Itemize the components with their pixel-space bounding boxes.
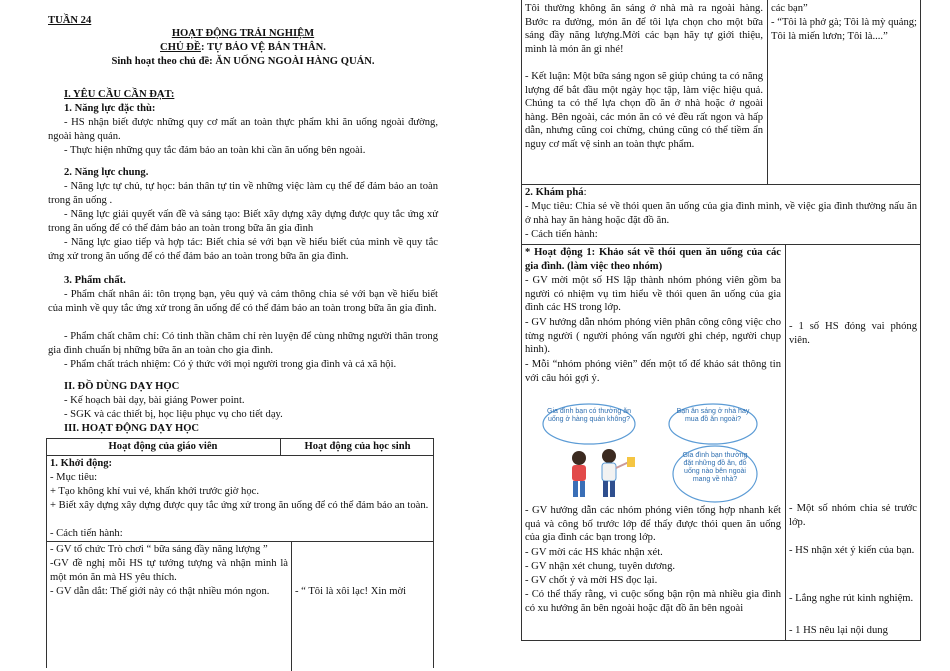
student-response-a: - “ Tôi là xôi lạc! Xin mời bbox=[295, 586, 407, 597]
activity2-step-e: - Có thể thấy rằng, vì cuộc sống bận rộn mà nhiều gia đình có xu hướng ăn bên ngoài hoặc đặt đồ ăn bên ngoài bbox=[525, 589, 781, 614]
row2-rule bbox=[521, 184, 921, 185]
warmup-heading: 1. Khởi động: bbox=[50, 458, 113, 469]
row1-student-b: - “Tôi là phở gà; Tôi là mỳ quảng; Tôi là miến lươn; Tôi là....” bbox=[771, 17, 917, 42]
section1-1-a: - HS nhận biết được những quy cơ mất an toàn thực phẩm khi ăn uống ngoài đường, ngoài hàng quán. bbox=[48, 117, 438, 142]
explore-heading-text: 2. Khám phá bbox=[525, 187, 584, 198]
warmup-steps: - Cách tiến hành: bbox=[50, 528, 123, 539]
activity-title-text: HOẠT ĐỘNG TRẢI NGHIỆM bbox=[171, 28, 315, 39]
section1-2-heading: 2. Năng lực chung. bbox=[64, 167, 149, 178]
activity2-step-b: - GV mời các HS khác nhận xét. bbox=[525, 547, 663, 558]
activity2-step-d: - GV chốt ý và mời HS đọc lại. bbox=[525, 575, 658, 586]
game-step-c: - GV dẫn dắt: Thế giới này có thật nhiều món ngon. bbox=[50, 586, 270, 597]
row3-divider bbox=[785, 244, 786, 641]
activity1-step-a: - GV mời một số HS lập thành nhóm phóng viên gồm ba người có nhiệm vụ tìm hiểu về thói quen ăn uống của gia đình các HS trong lớp. bbox=[525, 275, 781, 314]
explore-goal: - Mục tiêu: Chia sẻ về thói quen ăn uống của gia đình mình, về việc gia đình thường nấu ăn ở nhà hay ăn hàng hoặc đặt đồ ăn. bbox=[525, 201, 917, 226]
activity2-step-a: - GV hướng dẫn các nhóm phóng viên tổng hợp nhanh kết quả và công bố trước lớp để thấy được thói quen ăn uống của gia đình các bạn trong lớp. bbox=[525, 505, 781, 544]
activity2-student-c: - Lắng nghe rút kinh nghiệm. bbox=[789, 593, 914, 604]
explore-heading bbox=[525, 186, 587, 200]
section1-3-c: - Phẩm chất trách nhiệm: Có ý thức với mọi người trong gia đình và cả xã hội. bbox=[64, 359, 397, 370]
table-header-teacher: Hoạt động của giáo viên bbox=[108, 441, 218, 452]
table-header-rule bbox=[46, 455, 434, 456]
sub-title: Sinh hoạt theo chủ đề: ĂN UỐNG NGOÀI HÀNG QUÁN. bbox=[111, 56, 375, 67]
section1-2-a: - Năng lực tự chủ, tự học: bản thân tự tin về những việc làm cụ thể để đảm bảo an toàn trong ăn uống . bbox=[48, 181, 438, 206]
game-step-a: - GV tổ chức Trò chơi “ bữa sáng đầy năng lượng ” bbox=[50, 544, 268, 555]
section1-heading: I. YÊU CẦU CẦN ĐẠT: bbox=[64, 89, 175, 100]
warmup-goal: - Mục tiêu: bbox=[50, 472, 98, 483]
topic-prefix: CHỦ ĐỀ bbox=[160, 42, 201, 53]
warmup-goal-2: + Biết xây dựng xây dựng được quy tắc ứng xử trong ăn uống để có thể đảm bảo an toàn. bbox=[50, 500, 429, 511]
warmup-goal-1: + Tạo không khí vui vẻ, khấn khởi trước giờ học. bbox=[50, 486, 259, 497]
section1-2-c: - Năng lực giao tiếp và hợp tác: Biết chia sẻ với bạn về hiểu biết của mình về quy tắc ứng xử trong ăn uống để có thể đảm bảo an toàn trong bữa ăn gia đình. bbox=[48, 237, 438, 262]
section1-3-heading: 3. Phẩm chất. bbox=[64, 275, 126, 286]
activity2-student-d: - 1 HS nêu lại nội dung bbox=[789, 625, 888, 636]
survey-illustration bbox=[541, 402, 759, 504]
bubble-question-2: Bạn ăn sáng ở nhà hay mua đồ ăn ngoài? bbox=[676, 408, 750, 423]
row1-student-a: các bạn” bbox=[771, 3, 808, 14]
section3-heading: III. HOẠT ĐỘNG DẠY HỌC bbox=[64, 423, 200, 434]
row1-divider bbox=[767, 0, 768, 184]
explore-heading-colon: : bbox=[583, 187, 587, 198]
section2-a: - Kế hoạch bài dạy, bài giảng Power point. bbox=[64, 395, 245, 406]
bubble-question-3: Gia đình bạn thường đặt những đồ ăn, đồ uống nào bên ngoài mang về nhà? bbox=[682, 452, 748, 483]
section1-3-a: - Phẩm chất nhân ái: tôn trọng bạn, yêu quý và cảm thông chia sẻ với bạn về hiểu biết của mình về quy tắc ứng xử trong ăn uống để có thể đảm bảo an toàn trong bữa ăn gia đình. bbox=[48, 289, 438, 314]
explore-steps: - Cách tiến hành: bbox=[525, 229, 598, 240]
topic-rest: : TỰ BẢO VỆ BẢN THÂN. bbox=[200, 42, 326, 53]
row1-teacher-a: Tôi thường không ăn sáng ở nhà mà ra ngoài hàng. Bước ra đường, món ăn để tôi lựa chọn cho một bữa sáng đầy năng lượng.Mời các bạn hãy tự giới thiệu, mình là món ăn gì nhé! bbox=[525, 3, 763, 55]
right-page bbox=[485, 0, 950, 671]
section1-2-b: - Năng lực giải quyết vấn đề và sáng tạo: Biết xây dựng xây dựng được quy tắc ứng xử trong ăn uống để có thể đảm bảo an toàn trong bữa ăn gia đình bbox=[48, 209, 438, 234]
activity1-step-b: - GV hướng dẫn nhóm phóng viên phân công công việc cho từng người ( người phỏng vấn người ghi chép, người chụp hình). bbox=[525, 317, 781, 356]
activity-title bbox=[48, 27, 438, 41]
section2-b: - SGK và các thiết bị, học liệu phục vụ cho tiết dạy. bbox=[64, 409, 283, 420]
section2-heading: II. ĐỒ DÙNG DẠY HỌC bbox=[64, 381, 180, 392]
section1-3-b: - Phẩm chất chăm chỉ: Có tinh thần chăm chỉ rèn luyện để cùng những người thân trong gia đình chuẩn bị những bữa ăn an toàn cho gia đình. bbox=[48, 331, 438, 356]
table-row-rule bbox=[46, 541, 434, 542]
table-header-student: Hoạt động của học sinh bbox=[304, 441, 411, 452]
table-col-divider bbox=[291, 541, 292, 671]
activity2-student-a: - Một số nhóm chia sẻ trước lớp. bbox=[789, 503, 917, 528]
topic-title bbox=[48, 41, 438, 55]
row3-rule bbox=[521, 244, 921, 245]
activity2-student-b: - HS nhận xét ý kiến của bạn. bbox=[789, 545, 915, 556]
week-label: TUẦN 24 bbox=[48, 15, 92, 26]
activity1-step-c: - Mỗi “nhóm phóng viên” đến một tổ để khảo sát thông tin với câu hỏi gợi ý. bbox=[525, 359, 781, 384]
section1-1-b: - Thực hiện những quy tắc đảm bảo an toàn khi cần ăn uống bên ngoài. bbox=[64, 145, 366, 156]
activity1-heading: * Hoạt động 1: Khảo sát về thói quen ăn uống của các gia đình. (làm việc theo nhóm) bbox=[525, 247, 781, 272]
activity2-step-c: - GV nhận xét chung, tuyên dương. bbox=[525, 561, 676, 572]
row1-teacher-b: - Kết luận: Một bữa sáng ngon sẽ giúp chúng ta có năng lượng để bắt đầu một ngày học tập, làm việc hiệu quả. Chúng ta có thể lựa chọn đồ ăn ở nhà hoặc ở ngoài hàng. Bên ngoài, các món ăn có vẻ đều rất ngon và hấp dẫn, nhưng cũng coi chừng, chúng cũng có thể tiềm ẩn nguy cơ mất vệ sinh an toàn thực phẩm. bbox=[525, 71, 763, 150]
activity1-student: - 1 số HS đóng vai phóng viên. bbox=[789, 321, 917, 346]
game-step-b: -GV đề nghị mỗi HS tự tưởng tượng và nhận mình là một món ăn mà HS yêu thích. bbox=[50, 558, 288, 583]
bubble-question-1: Gia đình bạn có thường ăn uống ở hàng quán không? bbox=[547, 408, 631, 423]
section1-1-heading: 1. Năng lực đặc thù: bbox=[64, 103, 156, 114]
